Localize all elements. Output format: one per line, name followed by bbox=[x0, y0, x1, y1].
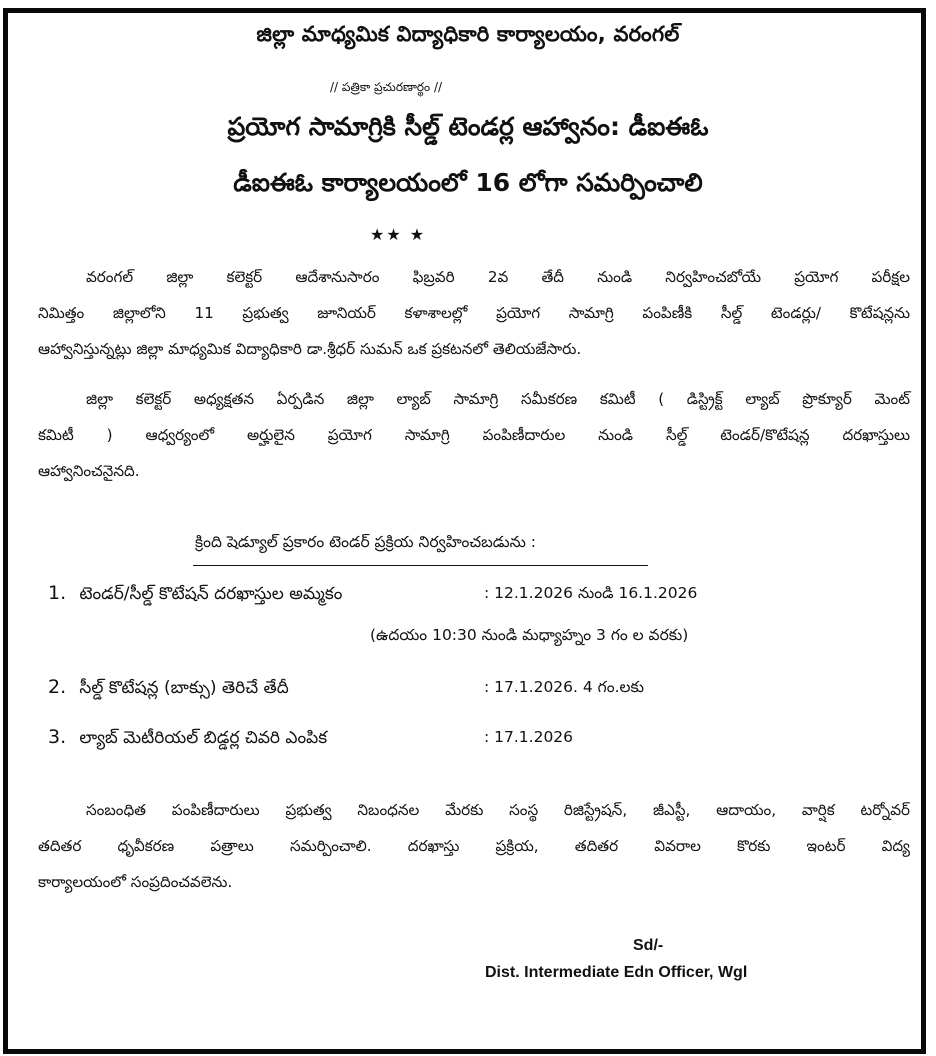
headline-line-2: డీఐఈఓ కార్యాలయంలో 16 లోగా సమర్పించాలి bbox=[233, 168, 703, 197]
schedule-item-number: 3. bbox=[48, 726, 67, 748]
schedule-item-label: టెండర్/సీల్డ్ కొటేషన్ దరఖాస్తుల అమ్మకం bbox=[79, 584, 343, 604]
schedule-item-2 bbox=[48, 676, 289, 702]
schedule-item-3-value: : 17.1.2026 bbox=[484, 728, 574, 746]
schedule-item-1 bbox=[48, 582, 342, 608]
schedule-item-label: సీల్డ్ కొటేషన్ల (బాక్సు) తెరిచే తేదీ bbox=[79, 678, 289, 698]
signature-officer: Dist. Intermediate Edn Officer, Wgl bbox=[485, 964, 748, 981]
paragraph-line: సంబంధిత పంపిణీదారులు ప్రభుత్వ నిబంధనల మేరకు సంస్థ రిజిస్ట్రేషన్, జీఎస్టీ, ఆదాయం, వార్షిక టర్నోవర్ bbox=[86, 801, 910, 819]
paragraph-committee bbox=[38, 381, 910, 489]
schedule-item-2-value: : 17.1.2026. 4 గం.లకు bbox=[484, 678, 644, 696]
paragraph-line: ఆహ్వానించనైనది. bbox=[38, 462, 140, 480]
schedule-item-1-value: : 12.1.2026 నుండి 16.1.2026 bbox=[484, 584, 698, 602]
paragraph-line: ఆహ్వానిస్తున్నట్లు జిల్లా మాధ్యమిక విద్యాధికారి డా.శ్రీధర్ సుమన్ ఒక ప్రకటనలో తెలియజేసారు. bbox=[38, 340, 582, 358]
paragraph-line: నిమిత్తం జిల్లాలోని 11 ప్రభుత్వ జూనియర్ కళాశాలల్లో ప్రయోగ సామాగ్రి పంపిణీకి సీల్డ్ టెండర్లు/ కొటేషన్లను bbox=[38, 304, 910, 322]
paragraph-line: వరంగల్ జిల్లా కలెక్టర్ ఆదేశానుసారం ఫిబ్రవరి 2వ తేదీ నుండి నిర్వహించబోయే ప్రయోగ పరీక్షల bbox=[86, 268, 910, 286]
press-release-note: // పత్రికా ప్రచురణార్థం // bbox=[330, 80, 443, 94]
schedule-item-number: 1. bbox=[48, 582, 67, 604]
schedule-item-number: 2. bbox=[48, 676, 67, 698]
paragraph-line: కార్యాలయంలో సంప్రదించవలెను. bbox=[38, 873, 233, 891]
paragraph-announcement bbox=[38, 259, 910, 367]
schedule-heading: క్రింది షెడ్యూల్ ప్రకారం టెండర్ ప్రక్రియ నిర్వహించబడును : bbox=[195, 533, 537, 551]
schedule-item-1-note: (ఉదయం 10:30 నుండి మధ్యాహ్నం 3 గం ల వరకు) bbox=[370, 626, 689, 644]
office-header: జిల్లా మాధ్యమిక విద్యాధికారి కార్యాలయం, వరంగల్ bbox=[256, 22, 680, 46]
schedule-item-label: ల్యాబ్ మెటీరియల్ బిడ్డర్ల చివరి ఎంపిక bbox=[79, 728, 328, 748]
paragraph-line: కమిటీ ) ఆధ్వర్యంలో అర్హులైన ప్రయోగ సామాగ్రి పంపిణీదారుల నుండి సీల్డ్ టెండర్/కొటేషన్ల దరఖాస్తులు bbox=[38, 426, 910, 444]
schedule-heading-underline bbox=[193, 565, 648, 566]
schedule-item-3 bbox=[48, 726, 327, 752]
signature-sd: Sd/- bbox=[633, 937, 664, 954]
headline-line-1: ప్రయోగ సామాగ్రికి సీల్డ్ టెండర్ల ఆహ్వానం: డీఐఈఓ bbox=[227, 112, 709, 141]
star-separator-icon: ★★ ★ bbox=[370, 225, 427, 244]
paragraph-requirements bbox=[38, 792, 910, 900]
paragraph-line: తదితర ధృవీకరణ పత్రాలు సమర్పించాలి. దరఖాస్తు ప్రక్రియ, తదితర వివరాల కొరకు ఇంటర్ విద్య bbox=[38, 837, 910, 855]
paragraph-line: జిల్లా కలెక్టర్ అధ్యక్షతన ఏర్పడిన జిల్లా ల్యాబ్ సామాగ్రి సమీకరణ కమిటీ ( డిస్ట్రిక్ట్ ల్యాబ్ ప్రొక్యూర్ మెంట్ bbox=[86, 390, 910, 408]
